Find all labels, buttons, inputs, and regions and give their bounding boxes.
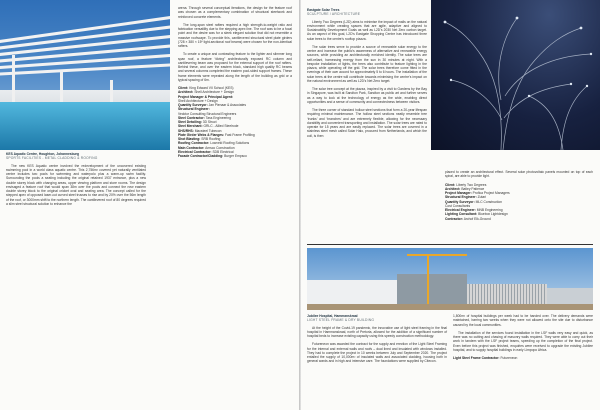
jubilee-title: Jubilee Hospital, Hammanskraal [307, 314, 358, 318]
credit-role: Quantity Surveyor: [445, 199, 475, 204]
eastgate-paragraph: The solar tree concept at the piazza, inspired by a visit to Gardens by the Bay in Singapore, was built at Sandton Park, Sandton as public art and further serves as a way to look at the technology of energy as the wide, enabling direct opportunities and a sense of community and connectedness between visitors. [307, 87, 427, 104]
jubilee-text-column-2 [453, 314, 593, 360]
kes-text-column-1 [6, 152, 146, 210]
eastgate-paragraph: The solar trees serve to provide a source of renewable solar energy to the centre and increase the public’s awareness of alternative and renewable energy sources, while providing an architecturally enriched identity. The solar trees are self-reliant, harnessing energy from the sun in 30 minutes at night. With a bespoke installation of lights, the trees also contribute to feature lighting in the piazza, while operating off the grid. The solar trees therefore come fitted in the evenings of their own accord for approximately 5 to 6 hours. The installation of the solar trees at the centre will contribute towards minimising the centre’s impact on the natural environment as well as L2D’s Net Zero target. [307, 44, 427, 83]
eastgate-title: Eastgate Solar Trees [307, 8, 340, 12]
eastgate-text-column-1 [307, 8, 427, 142]
credit-name: Shell Architecture + Design [178, 98, 218, 103]
credit-name: GRLC - Allied Steelrode [203, 124, 239, 129]
credit-role: Architect: [178, 90, 194, 95]
credit-role: Structural Engineer: [178, 107, 210, 112]
section-divider [307, 244, 593, 245]
credit-role: Client: [445, 182, 456, 187]
credit-name: Vecktor Consulting Structural Engineers [178, 111, 237, 116]
credit-line [445, 217, 593, 221]
credit-role: Architect: [445, 186, 461, 191]
credit-role: SHS/RHS: [178, 128, 194, 133]
credit-name: Futureneon [500, 356, 518, 360]
kes-paragraph: To create a unique and contrasting feature to the lighter and slimmer long span roof, a feature “diving” architecturally exposed RC column and cantilevering beam was proposed for the external support of the roof rafters. Behind these, and over the eastern block, standard high quality RC beams and several columns completed the eastern pool-sided support frames. These frame elements were repeated along the length of the building as grid or a typical spacing of 6m. [178, 52, 292, 82]
eastgate-solar-trees-photo [431, 0, 600, 150]
kes-aquatic-centre-photo [0, 0, 170, 150]
credit-role: Contractor: [445, 216, 463, 221]
credit-name: Lowveld Roofing Solutions [210, 141, 250, 146]
credit-name: King Edward VII School (KES) [189, 86, 234, 90]
credit-role: Project Manager: [445, 191, 472, 195]
credit-name: MNB Engineering [476, 208, 503, 212]
credit-name: Archof Elk-Ground [463, 216, 491, 221]
credit-role: Roofing Contractor: [178, 141, 210, 146]
credit-name: Tass Engineering [205, 115, 231, 120]
credit-name: Liberty Two Degrees [456, 182, 487, 187]
credit-role: Lighting Consultant: [445, 212, 478, 217]
credit-name: Profica Project Managers [472, 191, 510, 195]
credit-name: Bluebox Lightdesign [478, 212, 508, 217]
credit-name: Shell Architecture + Design [194, 90, 234, 95]
eastgate-text-column-2 [445, 170, 593, 221]
eastgate-credits [445, 183, 593, 221]
credit-role: Facade Contractor/Cladding: [178, 154, 224, 158]
credit-name: Cost Consultants [445, 203, 471, 208]
kes-paragraph: The long-span steel rafters required a high strength-to-weight ratio and fabrication versatility due to the stepping apex line. The roof was to be a focal point and the desire was for a sleek elegant solution that did not resemble a massive roofscape. To provide this, cantilevered structural steel plate girders (728 × 380 × 15* light-sectional roof beams) were chosen for the non-identical rafters. [178, 22, 292, 48]
jubilee-paragraph: The installation of the services found installation in the LSF walls very easy and quick, as there was no cutting and chasing of masonry walls required. They were able to carry out their work in tandem with the LSF project teams, speeding up the completion of the final project. Even before this project was finished, enquiries were received to upgrade the existing Jubilee hospital, and to supply hospital buildings in early Limpopo Africa. [453, 330, 593, 352]
credit-name: Zutari [477, 195, 487, 200]
credit-name: Macsteel Tubecon [194, 128, 222, 133]
jubilee-paragraph: 1,800m² of hospital buildings per week had to be handed over. The delivery demands were maintained, barring two weeks when they were not allowed onto the site due to disturbance caused by the local communities. [453, 314, 593, 327]
credit-name: Batley Patience [461, 186, 485, 191]
credit-name: MLC Construction [475, 199, 502, 204]
credit-name: Amsco Construction [205, 145, 235, 150]
kes-subtitle: SPORTS FACILITIES - METAL CLADDING & ROOFING [6, 156, 98, 161]
eastgate-paragraph: placed to create an architectural effect. Several solar photovoltaic panels mounted on top of each spiral, are able to provide light. [445, 170, 593, 179]
eastgate-paragraph: The three corner of standard hollow steel sections that form a 20-year lifespan requiring minimal maintenance. The hollow steel sections neatly resemble tree ‘trunks’ and ‘branches’ and are extremely flexible, allowing for the necessary durability and convenient transporting and installation. The solar trees are rated to operate for 15 years and are easily replaced. The solar trees are covered in a stainless steel mesh called Solar Halo, procured from Netherlands, and which the coil, is then [307, 108, 427, 138]
credit-line [178, 154, 292, 158]
credit-line [453, 356, 593, 360]
credit-role: Electrical Contractor: [178, 149, 212, 154]
credit-name: Burger Empsco [224, 154, 247, 158]
kes-text-column-2 [178, 6, 292, 158]
credit-role: Steel Detailing: [178, 120, 202, 124]
credit-name: 3D Struct [202, 120, 217, 124]
kes-paragraph: arena. Through several conceptual iterations, the design for the feature roof was chosen as a complementary combination of structural steelwork and reinforced concrete elements. [178, 6, 292, 19]
right-page [301, 0, 600, 410]
jubilee-paragraph: At the height of the Covid-19 pandemic, the innovative use of light steel framing in the final hospital in Hammanskraal, north of Pretoria, allowed for the addition of a significant number of hospital beds to increase existing capacity using this speedy construction methodology. [307, 325, 447, 338]
kes-title: KES Aquatic Centre, Houghton, Johannesburg [6, 152, 79, 156]
eastgate-subtitle: SCULPTURE / ARCHITECTURE [307, 12, 361, 17]
credit-role: Structural Engineer: [445, 195, 477, 200]
credit-role: Client: [178, 86, 189, 90]
kes-credits [178, 86, 292, 158]
credit-role: Quantity Surveyor: [178, 103, 208, 107]
credit-role: Plate Girder Webs & Flanges: [178, 132, 225, 137]
kes-paragraph: The new KES Aquatic centre involved the redevelopment of the uncovered existing swimming pool in a world class aquatic centre. This 2,756m² covered yet naturally ventilated centre includes two pools for swimming and waterpolo plus a warm-up swim facility. Surrounding the pools a seating including the original retained 1937 entrance, plus a new double storey block with changing areas, upper viewing platform and store rooms. The design envisaged a feature roof that would span 38m over the pools and connect the new eastern double storey block to the original cricket oval and seating area. The concept called for the stepped apex of opposed laser-cut curved steel trusses to rise and by 20% over the 56m length of the roof, or 3000mm shift to the northern length. The cantilevered roof of 80 degrees required a slim steel structural solution to enhance the [6, 163, 146, 206]
credit-name: Fast Frame Profiling [225, 132, 255, 137]
credit-role: Steel Contractor: [178, 115, 205, 120]
credit-name: SDB Electrical [212, 149, 234, 154]
eastgate-paragraph: Liberty Two Degrees (L2D) aims to minimise the impact of malls on the natural environment while creating spaces that are agile, adaptive and aligned to Sustainability Development Goals as well as L2D’s 2030 Net Zero carbon target. As an aspect of this goal, L2D’s Eastgate Shopping Centre has introduced three solar trees to the centre’s rooftop piazza. [307, 19, 427, 41]
credit-name: Jan Pienaar & Associates [208, 103, 246, 107]
credit-role: Main Contractor: [178, 145, 205, 150]
credit-role: Project Manager & Principal Agent: [178, 94, 234, 99]
credit-role: Electrical Engineer: [445, 208, 476, 212]
credit-role: Shot Blasting: [178, 137, 201, 141]
credit-role: Light Steel Frame Contractor: [453, 356, 500, 360]
jubilee-credits [453, 356, 593, 360]
left-page [0, 0, 299, 410]
jubilee-paragraph: Futureneon was awarded the contract for the supply and erection of the Light Steel Framing for the internal and external walls and roofs – dual lined and insulated with windows installed. They had to complete the project in 10 weeks between July and September 2020. The project entailed the supply of 10,000m² of insulated walls and associated cladding, housing both in general wards and in high and intensive care. The foundations were supplied by Citecon. [307, 342, 447, 364]
jubilee-subtitle: LIGHT STEEL FRAME & DRY BUILDING [307, 318, 375, 323]
jubilee-hospital-photo [307, 248, 593, 310]
jubilee-text-column-1 [307, 314, 447, 368]
credit-role: Steel Merchant: [178, 124, 203, 129]
credit-name: SRB Roofing [201, 137, 221, 141]
